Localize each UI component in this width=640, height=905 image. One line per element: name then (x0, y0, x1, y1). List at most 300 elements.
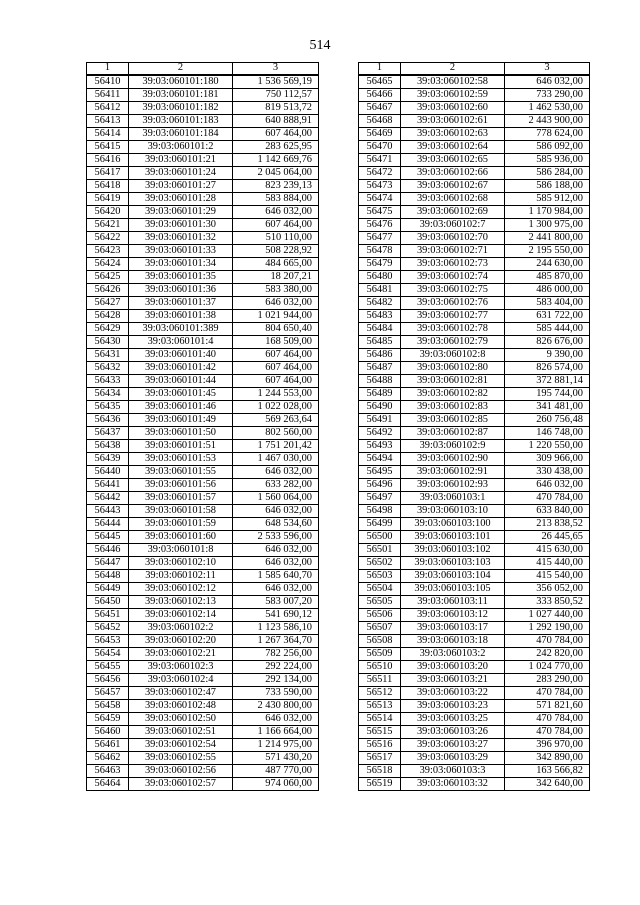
table-row (359, 128, 590, 141)
table-row (359, 414, 590, 427)
cadastral-number-cell: 39:03:060103:18 (401, 635, 505, 648)
column-header: 2 (129, 63, 233, 76)
value-cell: 804 650,40 (233, 323, 319, 336)
cadastral-number-cell: 39:03:060102:68 (401, 193, 505, 206)
cadastral-number-cell: 39:03:060102:3 (129, 661, 233, 674)
table-row (87, 427, 319, 440)
cadastral-number-cell: 39:03:060102:7 (401, 219, 505, 232)
cadastral-number-cell: 39:03:060102:74 (401, 271, 505, 284)
table-row (87, 232, 319, 245)
row-number-cell: 56449 (87, 583, 129, 596)
cadastral-number-cell: 39:03:060103:3 (401, 765, 505, 778)
row-number-cell: 56456 (87, 674, 129, 687)
value-cell: 283 625,95 (233, 141, 319, 154)
column-header: 1 (359, 63, 401, 76)
row-number-cell: 56481 (359, 284, 401, 297)
value-cell: 607 464,00 (233, 219, 319, 232)
row-number-cell: 56504 (359, 583, 401, 596)
table-row (87, 75, 319, 89)
table-row (87, 206, 319, 219)
cadastral-number-cell: 39:03:060101:49 (129, 414, 233, 427)
row-number-cell: 56492 (359, 427, 401, 440)
table-row (359, 284, 590, 297)
row-number-cell: 56429 (87, 323, 129, 336)
value-cell: 292 134,00 (233, 674, 319, 687)
row-number-cell: 56454 (87, 648, 129, 661)
value-cell: 646 032,00 (233, 544, 319, 557)
table-row (359, 661, 590, 674)
value-cell: 569 263,64 (233, 414, 319, 427)
value-cell: 292 224,00 (233, 661, 319, 674)
table-row (359, 583, 590, 596)
row-number-cell: 56490 (359, 401, 401, 414)
value-cell: 778 624,00 (505, 128, 590, 141)
table-row (87, 219, 319, 232)
row-number-cell: 56453 (87, 635, 129, 648)
row-number-cell: 56505 (359, 596, 401, 609)
value-cell: 607 464,00 (233, 362, 319, 375)
table-row (359, 440, 590, 453)
value-cell: 646 032,00 (233, 297, 319, 310)
table-row (87, 492, 319, 505)
cadastral-number-cell: 39:03:060102:85 (401, 414, 505, 427)
cadastral-number-cell: 39:03:060102:82 (401, 388, 505, 401)
table-row (359, 609, 590, 622)
cadastral-number-cell: 39:03:060103:102 (401, 544, 505, 557)
cadastral-number-cell: 39:03:060101:180 (129, 75, 233, 89)
cadastral-number-cell: 39:03:060103:101 (401, 531, 505, 544)
cadastral-number-cell: 39:03:060102:64 (401, 141, 505, 154)
value-cell: 1 027 440,00 (505, 609, 590, 622)
cadastral-number-cell: 39:03:060101:34 (129, 258, 233, 271)
table-row (359, 505, 590, 518)
page-number: 514 (309, 38, 331, 53)
cadastral-number-cell: 39:03:060101:55 (129, 466, 233, 479)
value-cell: 1 024 770,00 (505, 661, 590, 674)
row-number-cell: 56442 (87, 492, 129, 505)
value-cell: 733 590,00 (233, 687, 319, 700)
table-row (87, 752, 319, 765)
value-cell: 283 290,00 (505, 674, 590, 687)
row-number-cell: 56412 (87, 102, 129, 115)
cadastral-number-cell: 39:03:060102:80 (401, 362, 505, 375)
cadastral-number-cell: 39:03:060102:8 (401, 349, 505, 362)
cadastral-number-cell: 39:03:060103:11 (401, 596, 505, 609)
table-row (87, 401, 319, 414)
table-row (87, 284, 319, 297)
cadastral-number-cell: 39:03:060102:66 (401, 167, 505, 180)
row-number-cell: 56466 (359, 89, 401, 102)
cadastral-number-cell: 39:03:060102:20 (129, 635, 233, 648)
value-cell: 646 032,00 (233, 713, 319, 726)
table-row (359, 557, 590, 570)
row-number-cell: 56514 (359, 713, 401, 726)
table-row (359, 154, 590, 167)
row-number-cell: 56425 (87, 271, 129, 284)
row-number-cell: 56494 (359, 453, 401, 466)
cadastral-number-cell: 39:03:060103:27 (401, 739, 505, 752)
cadastral-number-cell: 39:03:060103:22 (401, 687, 505, 700)
cadastral-number-cell: 39:03:060102:65 (401, 154, 505, 167)
value-cell: 607 464,00 (233, 349, 319, 362)
value-cell: 586 284,00 (505, 167, 590, 180)
value-cell: 1 467 030,00 (233, 453, 319, 466)
row-number-cell: 56415 (87, 141, 129, 154)
cadastral-number-cell: 39:03:060102:47 (129, 687, 233, 700)
cadastral-number-cell: 39:03:060103:10 (401, 505, 505, 518)
cadastral-number-cell: 39:03:060102:12 (129, 583, 233, 596)
cadastral-number-cell: 39:03:060101:181 (129, 89, 233, 102)
value-cell: 633 840,00 (505, 505, 590, 518)
cadastral-number-cell: 39:03:060101:50 (129, 427, 233, 440)
table-row (359, 570, 590, 583)
value-cell: 26 445,65 (505, 531, 590, 544)
table-row (359, 206, 590, 219)
table-row (359, 544, 590, 557)
cadastral-number-cell: 39:03:060102:4 (129, 674, 233, 687)
row-number-cell: 56501 (359, 544, 401, 557)
value-cell: 2 195 550,00 (505, 245, 590, 258)
cadastral-number-cell: 39:03:060102:2 (129, 622, 233, 635)
table-row (359, 700, 590, 713)
row-number-cell: 56439 (87, 453, 129, 466)
table-row (359, 635, 590, 648)
cadastral-number-cell: 39:03:060101:57 (129, 492, 233, 505)
value-cell: 1 214 975,00 (233, 739, 319, 752)
value-cell: 585 444,00 (505, 323, 590, 336)
table-row (87, 453, 319, 466)
row-number-cell: 56463 (87, 765, 129, 778)
row-number-cell: 56478 (359, 245, 401, 258)
table-row (359, 167, 590, 180)
value-cell: 163 566,82 (505, 765, 590, 778)
table-row (359, 323, 590, 336)
cadastral-number-cell: 39:03:060101:389 (129, 323, 233, 336)
cadastral-number-cell: 39:03:060103:21 (401, 674, 505, 687)
cadastral-number-cell: 39:03:060102:77 (401, 310, 505, 323)
row-number-cell: 56506 (359, 609, 401, 622)
value-cell: 244 630,00 (505, 258, 590, 271)
value-cell: 583 380,00 (233, 284, 319, 297)
value-cell: 541 690,12 (233, 609, 319, 622)
cadastral-number-cell: 39:03:060103:103 (401, 557, 505, 570)
cadastral-number-cell: 39:03:060102:61 (401, 115, 505, 128)
cadastral-number-cell: 39:03:060102:11 (129, 570, 233, 583)
cadastral-number-cell: 39:03:060103:104 (401, 570, 505, 583)
cadastral-number-cell: 39:03:060102:54 (129, 739, 233, 752)
table-row (359, 479, 590, 492)
table-row (359, 778, 590, 791)
row-number-cell: 56435 (87, 401, 129, 414)
table-row (359, 245, 590, 258)
table-row (359, 232, 590, 245)
cadastral-number-cell: 39:03:060102:75 (401, 284, 505, 297)
cadastral-number-cell: 39:03:060102:58 (401, 75, 505, 89)
table-row (87, 505, 319, 518)
cadastral-number-cell: 39:03:060101:51 (129, 440, 233, 453)
cadastral-number-cell: 39:03:060102:67 (401, 180, 505, 193)
table-row (87, 739, 319, 752)
value-cell: 802 560,00 (233, 427, 319, 440)
cadastral-number-cell: 39:03:060101:40 (129, 349, 233, 362)
table-row (87, 583, 319, 596)
table-row (87, 765, 319, 778)
value-cell: 470 784,00 (505, 726, 590, 739)
cadastral-number-cell: 39:03:060101:28 (129, 193, 233, 206)
cadastral-number-cell: 39:03:060102:55 (129, 752, 233, 765)
value-cell: 586 092,00 (505, 141, 590, 154)
row-number-cell: 56509 (359, 648, 401, 661)
table-row (359, 297, 590, 310)
row-number-cell: 56427 (87, 297, 129, 310)
cadastral-number-cell: 39:03:060102:81 (401, 375, 505, 388)
cadastral-number-cell: 39:03:060103:2 (401, 648, 505, 661)
register-table-left (86, 62, 319, 791)
row-number-cell: 56519 (359, 778, 401, 791)
row-number-cell: 56511 (359, 674, 401, 687)
value-cell: 733 290,00 (505, 89, 590, 102)
cadastral-number-cell: 39:03:060101:184 (129, 128, 233, 141)
table-row (87, 349, 319, 362)
cadastral-number-cell: 39:03:060102:79 (401, 336, 505, 349)
cadastral-number-cell: 39:03:060101:8 (129, 544, 233, 557)
row-number-cell: 56486 (359, 349, 401, 362)
cadastral-number-cell: 39:03:060101:2 (129, 141, 233, 154)
table-row (359, 401, 590, 414)
table-row (87, 336, 319, 349)
value-cell: 646 032,00 (233, 505, 319, 518)
value-cell: 583 404,00 (505, 297, 590, 310)
cadastral-number-cell: 39:03:060103:29 (401, 752, 505, 765)
cadastral-number-cell: 39:03:060101:42 (129, 362, 233, 375)
value-cell: 1 560 064,00 (233, 492, 319, 505)
value-cell: 648 534,60 (233, 518, 319, 531)
value-cell: 607 464,00 (233, 128, 319, 141)
cadastral-number-cell: 39:03:060102:56 (129, 765, 233, 778)
cadastral-number-cell: 39:03:060101:182 (129, 102, 233, 115)
row-number-cell: 56495 (359, 466, 401, 479)
value-cell: 586 188,00 (505, 180, 590, 193)
table-row (87, 440, 319, 453)
row-number-cell: 56460 (87, 726, 129, 739)
row-number-cell: 56421 (87, 219, 129, 232)
cadastral-number-cell: 39:03:060101:21 (129, 154, 233, 167)
row-number-cell: 56464 (87, 778, 129, 791)
cadastral-number-cell: 39:03:060103:25 (401, 713, 505, 726)
cadastral-number-cell: 39:03:060101:27 (129, 180, 233, 193)
cadastral-number-cell: 39:03:060102:91 (401, 466, 505, 479)
value-cell: 1 292 190,00 (505, 622, 590, 635)
row-number-cell: 56459 (87, 713, 129, 726)
cadastral-number-cell: 39:03:060102:87 (401, 427, 505, 440)
row-number-cell: 56413 (87, 115, 129, 128)
column-header: 2 (401, 63, 505, 76)
value-cell: 571 430,20 (233, 752, 319, 765)
table-row (87, 180, 319, 193)
value-cell: 1 022 028,00 (233, 401, 319, 414)
value-cell: 242 820,00 (505, 648, 590, 661)
table-row (87, 193, 319, 206)
table-row (359, 258, 590, 271)
table-row (359, 141, 590, 154)
row-number-cell: 56434 (87, 388, 129, 401)
value-cell: 640 888,91 (233, 115, 319, 128)
row-number-cell: 56443 (87, 505, 129, 518)
table-row (87, 310, 319, 323)
table-row (87, 297, 319, 310)
row-number-cell: 56510 (359, 661, 401, 674)
value-cell: 607 464,00 (233, 375, 319, 388)
row-number-cell: 56484 (359, 323, 401, 336)
value-cell: 9 390,00 (505, 349, 590, 362)
table-row (87, 674, 319, 687)
value-cell: 646 032,00 (233, 206, 319, 219)
row-number-cell: 56518 (359, 765, 401, 778)
row-number-cell: 56480 (359, 271, 401, 284)
table-row (359, 362, 590, 375)
row-number-cell: 56452 (87, 622, 129, 635)
row-number-cell: 56503 (359, 570, 401, 583)
value-cell: 1 244 553,00 (233, 388, 319, 401)
table-row (359, 518, 590, 531)
value-cell: 2 045 064,00 (233, 167, 319, 180)
table-row (359, 102, 590, 115)
row-number-cell: 56433 (87, 375, 129, 388)
row-number-cell: 56436 (87, 414, 129, 427)
value-cell: 571 821,60 (505, 700, 590, 713)
cadastral-number-cell: 39:03:060101:60 (129, 531, 233, 544)
table-row (87, 557, 319, 570)
row-number-cell: 56513 (359, 700, 401, 713)
table-row (87, 544, 319, 557)
row-number-cell: 56420 (87, 206, 129, 219)
cadastral-number-cell: 39:03:060102:83 (401, 401, 505, 414)
table-row (87, 128, 319, 141)
value-cell: 826 676,00 (505, 336, 590, 349)
cadastral-number-cell: 39:03:060101:33 (129, 245, 233, 258)
cadastral-number-cell: 39:03:060101:46 (129, 401, 233, 414)
table-row (87, 154, 319, 167)
table-row (87, 726, 319, 739)
row-number-cell: 56416 (87, 154, 129, 167)
cadastral-number-cell: 39:03:060103:1 (401, 492, 505, 505)
value-cell: 1 267 364,70 (233, 635, 319, 648)
column-header: 3 (233, 63, 319, 76)
table-row (87, 141, 319, 154)
value-cell: 2 533 596,00 (233, 531, 319, 544)
row-number-cell: 56499 (359, 518, 401, 531)
cadastral-number-cell: 39:03:060102:48 (129, 700, 233, 713)
row-number-cell: 56445 (87, 531, 129, 544)
table-row (87, 167, 319, 180)
table-row (359, 492, 590, 505)
table-row (87, 258, 319, 271)
row-number-cell: 56451 (87, 609, 129, 622)
cadastral-number-cell: 39:03:060101:38 (129, 310, 233, 323)
row-number-cell: 56498 (359, 505, 401, 518)
cadastral-number-cell: 39:03:060102:73 (401, 258, 505, 271)
value-cell: 1 123 586,10 (233, 622, 319, 635)
value-cell: 974 060,00 (233, 778, 319, 791)
row-number-cell: 56496 (359, 479, 401, 492)
table-row (359, 180, 590, 193)
cadastral-number-cell: 39:03:060103:105 (401, 583, 505, 596)
row-number-cell: 56446 (87, 544, 129, 557)
value-cell: 470 784,00 (505, 492, 590, 505)
cadastral-number-cell: 39:03:060103:20 (401, 661, 505, 674)
value-cell: 583 884,00 (233, 193, 319, 206)
row-number-cell: 56457 (87, 687, 129, 700)
cadastral-number-cell: 39:03:060101:58 (129, 505, 233, 518)
cadastral-number-cell: 39:03:060101:35 (129, 271, 233, 284)
row-number-cell: 56417 (87, 167, 129, 180)
value-cell: 633 282,00 (233, 479, 319, 492)
table-row (359, 466, 590, 479)
row-number-cell: 56414 (87, 128, 129, 141)
table-row (87, 271, 319, 284)
value-cell: 1 170 984,00 (505, 206, 590, 219)
cadastral-number-cell: 39:03:060101:53 (129, 453, 233, 466)
cadastral-number-cell: 39:03:060102:59 (401, 89, 505, 102)
row-number-cell: 56489 (359, 388, 401, 401)
cadastral-number-cell: 39:03:060102:50 (129, 713, 233, 726)
value-cell: 646 032,00 (233, 557, 319, 570)
value-cell: 372 881,14 (505, 375, 590, 388)
value-cell: 819 513,72 (233, 102, 319, 115)
value-cell: 415 540,00 (505, 570, 590, 583)
cadastral-number-cell: 39:03:060102:93 (401, 479, 505, 492)
cadastral-number-cell: 39:03:060102:71 (401, 245, 505, 258)
value-cell: 646 032,00 (233, 466, 319, 479)
value-cell: 585 912,00 (505, 193, 590, 206)
table-row (359, 89, 590, 102)
row-number-cell: 56474 (359, 193, 401, 206)
value-cell: 415 630,00 (505, 544, 590, 557)
value-cell: 1 536 569,19 (233, 75, 319, 89)
row-number-cell: 56488 (359, 375, 401, 388)
row-number-cell: 56450 (87, 596, 129, 609)
cadastral-number-cell: 39:03:060103:26 (401, 726, 505, 739)
row-number-cell: 56517 (359, 752, 401, 765)
table-row (87, 479, 319, 492)
table-row (87, 323, 319, 336)
value-cell: 470 784,00 (505, 687, 590, 700)
value-cell: 1 220 550,00 (505, 440, 590, 453)
value-cell: 396 970,00 (505, 739, 590, 752)
cadastral-number-cell: 39:03:060103:23 (401, 700, 505, 713)
table-row (359, 349, 590, 362)
table-row (87, 414, 319, 427)
row-number-cell: 56469 (359, 128, 401, 141)
cadastral-number-cell: 39:03:060102:69 (401, 206, 505, 219)
table-row (359, 648, 590, 661)
cadastral-number-cell: 39:03:060102:13 (129, 596, 233, 609)
row-number-cell: 56487 (359, 362, 401, 375)
value-cell: 333 850,52 (505, 596, 590, 609)
cadastral-number-cell: 39:03:060102:90 (401, 453, 505, 466)
table-row (87, 388, 319, 401)
cadastral-number-cell: 39:03:060102:70 (401, 232, 505, 245)
table-row (359, 388, 590, 401)
row-number-cell: 56411 (87, 89, 129, 102)
value-cell: 415 440,00 (505, 557, 590, 570)
table-row (359, 193, 590, 206)
row-number-cell: 56410 (87, 75, 129, 89)
row-number-cell: 56467 (359, 102, 401, 115)
cadastral-number-cell: 39:03:060102:14 (129, 609, 233, 622)
row-number-cell: 56447 (87, 557, 129, 570)
cadastral-number-cell: 39:03:060103:32 (401, 778, 505, 791)
